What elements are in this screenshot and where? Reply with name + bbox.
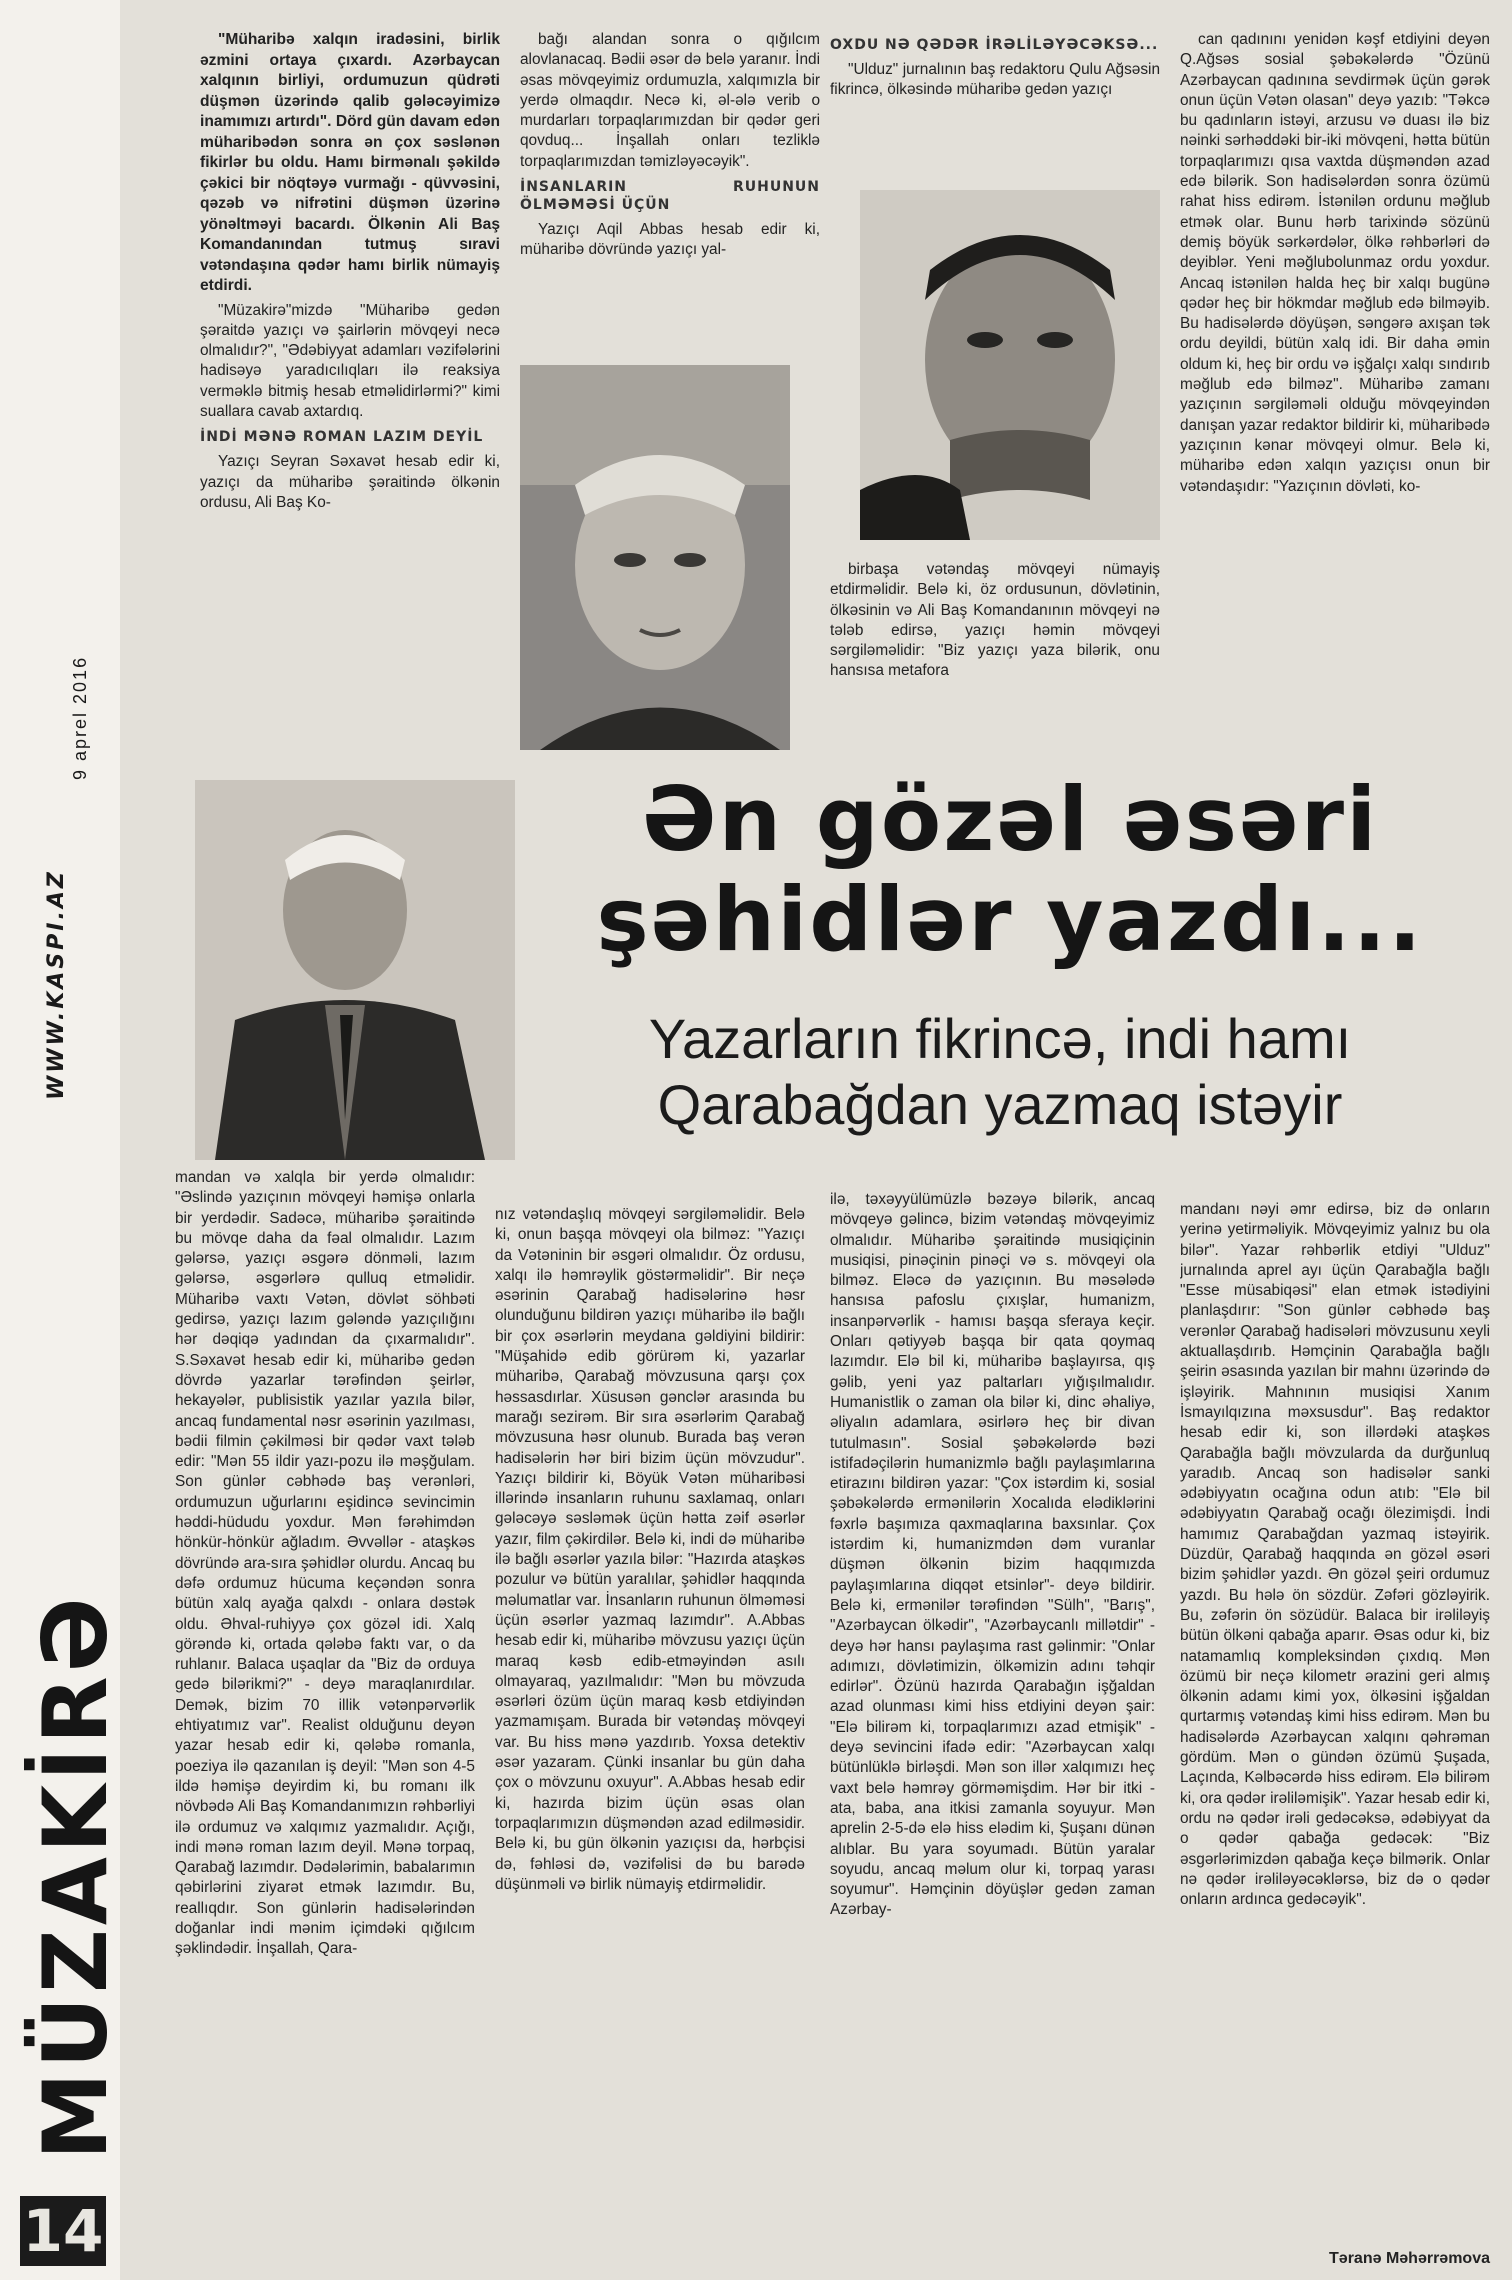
headline: Ən gözəl əsəri şəhidlər yazdı...: [596, 768, 1424, 971]
column-low-1: [175, 1168, 475, 2248]
column-low-3: [830, 1190, 1155, 2270]
page-number: 14: [20, 2196, 106, 2266]
paragraph-low-1: mandan və xalqla bir yerdə olmalıdır: "Əslində yazıçının mövqeyi həmişə onlarla bir yerdədir. Sadəcə, müharibə şəraitində bu mövqe daha da fəal olmalıdır. Lazım gələrsə, yazıçı əsgərə dönməli, lazım gələrsə, əsgərlərə qulluq etməlidir. Müharibə vaxtı Vətən, dövlət söhbəti gedirsə, yazıçı lazım gələndə yazıçılığını hər dəqiqə yadından da çıxarmalıdır". S.Səxavət hesab edir ki, müharibə gedən dövrdə yazarlar tərəfindən şeirlər, hekayələr, publisistik yazılar yazıla bilər, ancaq fundamental nəsr əsərinin yazılması, bədii filmin çəkilməsi bir qədər vaxt tələb edir: "Mən 55 ildir yazı-pozu ilə məşğulam. Son günlər cəbhədə baş verənləri, ordumuzun uğurlarını eşidincə sevincimin həddi-hüdudu yoxdur. Mən fərəhimdən hönkür-hönkür ağladım. Əvvəllər - ataşkəs dövründə ara-sıra şəhidlər olurdu. Ancaq bu dəfə ordumuz hücuma keçəndən sonra bütün xalq ayağa qalxdı - onlara dəstək oldu. Əhval-ruhiyyə çox gözəl idi. Xalq görəndə ki, ortada qələbə faktı var, o da ruhlanır. Balaca uşaqlar da "Biz də orduya gedə bilərikmi?" - deyə maraqlanırdılar. Demək, bizim 70 illik vətənpərvərlik ehtiyatımız var". Realist olduğunu deyən yazar hesab edir ki, qələbə romanla, poeziya ilə qazanılan iş deyil: "Mən son 4-5 ildə həmişə deyirdim ki, bu romanı ilk növbədə Ali Baş Komandanımızın rəhbərliyi ilə ordumuz və xalqımız yazmalıdır. Açığı, indi mənə roman lazım deyil. Mənə torpaq, Qarabağ lazımdır. Dədələrimin, babalarımın qəbirlərini ziyarət etmək lazımdır. Bu, reallıqdır. Son günlərin hadisələrindən doğanlar indi mənim içimdəki qığılcım şəklindədir. İnşallah, Qara-: [175, 1169, 475, 1958]
paragraph-col2-top: bağı alandan sonra o qığılcım alovlanacaq. Bədii əsər də belə yaranır. İndi əsas mövqeyimiz ordumuzla, xalqımızla bir yerdə olmaqdır. Necə ki, əl-ələ verib o murdarları torpaqlarımızdan bir qədər geri qovduq... İnşallah onları tezliklə torpaqlarımızdan təmizləyəcəyik".: [520, 31, 820, 170]
column-top-1: [200, 30, 500, 750]
section-title: MÜZAKİRƏ: [24, 1593, 127, 2160]
subhead-roman: İNDİ MƏNƏ ROMAN LAZIM DEYİL: [200, 429, 484, 446]
issue-date: 9 aprel 2016: [70, 655, 90, 780]
column-top-3b: [830, 560, 1160, 745]
portrait-image: [520, 365, 790, 750]
paragraph-low-4: mandanı nəyi əmr edirsə, biz də onların yerinə yetirməliyik. Mövqeyimiz yalnız bu ola bilər". Yazar rəhbərlik etdiyi "Ulduz" jurnalında aprel ayı üçün Qarabağla bağlı "Esse müsabiqəsi" elan etmək istədiyini planlaşdırır: "Son günlər cəbhədə baş verənlər Qarabağ hadisələri mövzusunu xeyli aktuallaşdırıb. Həmçinin Qarabağla bağlı şeirin əsasında yazılan bir mahnı üzərində də işləyirik. Mahnının musiqisi Xanım İsmayılqızına məxsusdur". Baş redaktor hesab edir ki, son illərdəki ataşkəs Qarabağla bağlı mövzularda da durğunluq yaradıb. Ancaq son hadisələr sanki ədəbiyyatın ocağına odun atıb: "Elə bil ədəbiyyatın Qarabağ ocağı ölezimişdi. İndi hamımız Qarabağdan yazmaq istəyirik. Düzdür, Qarabağ haqqında ən gözəl əsəri bizim şəhidlər yazdı. Ən gözəl şeiri ordumuz yazdı. Bu hələ ön sözdür. Zəfəri gözləyirik. Bu, zəfərin ön sözüdür. Balaca bir irəliləyiş bütün ölkəni qabağa aparır. Əsas odur ki, biz natamamlıq kompleksindən çıxdıq. Mən özümü bir neçə kilometr ərazini geri almış ölkənin adamı kimi yox, ölkəsini işğaldan qurtarmış vətəndaş kimi hiss edirəm. Mən bu hadisələrdə Azərbaycan xalqını qəhrəman gördüm. Mən o gündən özümü Şuşada, Laçında, Kəlbəcərdə hiss edirəm. Elə bilirəm ki, ora qədər irəliləmişik". Yazar hesab edir ki, ordu nə qədər irəli gedəcəksə, ədəbiyyat da o qədər qabağa gedəcək: "Biz əsgərlərimizdən qabağa keçə bilmərik. Onlar nə qədər irəliləyəcəklərsə, biz də o qədər onların ardınca gedəcəyik".: [1180, 1201, 1490, 1909]
paragraph-low-3: ilə, təxəyyülümüzlə bəzəyə bilərik, ancaq mövqeyə gəlincə, bizim vətəndaş mövqeyimiz olmalıdır. Müharibə şəraitində musiqiçinin musiqisi, pinəçinin pinəçi və s. mövqeyi ola bilməz. Eləcə də yazıçının. Bu məsələdə hansısa pafoslu çıxışlar, humanizm, insanpərvərlik - hamısı başqa sferaya keçir. Onları qətiyyəb başqa bir qata qoymaq lazımdır. Elə bil ki, müharibə başlayırsa, qış gəlib, yeni yaz paltarları yığışılmalıdır. Humanistlik o zaman ola bilər ki, dinc əhaliyə, əliyalın adamlara, əsirlərə heç bir divan tutulmasın". Sosial şəbəkələrdə bəzi istifadəçilərin humanizmlə bağlı paylaşımlarına etirazını bildirən yazar: "Çox istərdim ki, sosial şəbəkələrdə ermənilərin Xocalıda elədiklərini fəxrlə başımıza qaxmaqlarına baxsınlar. Çox istərdim ki, humanizmdən dəm vuranlar düşmən ölkənin bizim haqqımızda paylaşımlarına diqqət etsinlər"- deyə bildirir. Belə ki, ermənilər tərəfindən "Sülh", "Barış", "Azərbaycan ölkədir", "Azərbaycanlı millətdir" - deyə hər hansı paylaşıma rast gəlinmir: "Onlar adımızı, dövlətimizin, ölkəmizin adını təhqir edirlər". Özünü hazırda Qarabağın işğaldan azad olunması kimi hiss etdiyini deyən şair: "Elə bilirəm ki, torpaqlarımızı azad etmişik" - deyə sevincini ifadə edir: "Azərbaycan xalqı bütünlüklə birləşdi. Mən son illər xalqımızı heç vaxt belə həmrəy görməmişdim. Hər bir itki - ata, baba, ana itkisi zamanla soyuyur. Mən aprelin 2-5-də elə hiss elədim ki, Şuşanı dünən alıblar. Bu yara soyumadı. Bütün yaralar soyudu, ancaq məlum olur ki, torpaq yarası soyumur". Həmçinin döyüşlər gedən zaman Azərbay-: [830, 1191, 1155, 1919]
paragraph-col3-mid: birbaşa vətəndaş mövqeyi nümayiş etdirməlidir. Belə ki, öz ordusunun, dövlətinin, ölkəsinin və Ali Baş Komandanının mövqeyi nə tələb edirsə, yazıçı həmin mövqeyi sərgiləməlidir: "Biz yazıçı yaza bilərik, onu hansısa metafora: [830, 561, 1160, 680]
photo-aqil-abbas: [520, 365, 790, 750]
column-low-2: [495, 1205, 805, 2245]
subhead-irelileyecekse: OXDU NƏ QƏDƏR İRƏLİLƏYƏCƏKSƏ...: [830, 37, 1159, 53]
column-top-2: [520, 30, 820, 370]
portrait-image: [195, 780, 515, 1160]
paragraph-col4-top: can qadınını yenidən kəşf etdiyini deyən Q.Ağsəs sosial şəbəkələrdə "Özünü Azərbaycan qadınına sevdirmək üçün gərək onun üçün Vətən olasan" deyə yazıb: "Təkcə bu qadınların istəyi, arzusu və duası ilə biz nəinki sərhəddəki bir-iki mövqeni, hətta bütün torpaqlarımızı qısa vaxtda düşməndən azad edə bilərik. Son hadisələrdən sonra özümü rahat hiss edirəm. İstənilən ordunu məğlub etmək olar. Bunu hərb tarixində sözünü demiş böyük sərkərdələr, ölkə rəhbərləri də deyiblər. Yeni məğlubolunmaz ordu yoxdur. Ancaq istənilən halda heç bir xalqı bugünə qədər heç bir hökmdar məğlub edə bilməyib. Bu hadisələrdə döyüşən, səngərə axışan tək ordu deyildi, bütün xalq idi. Bir daha əmin oldum ki, heç bir ordu və işğalçı xalqı sındırıb məğlub edə bilməz". Müharibə zamanı yazıçının sərgiləməli olduğu mövqeyindən danışan yazar redaktor bildirir ki, müharibədə yazıçının kənar mövqeyi olmur. Belə ki, müharibə edən xalqın yazıçısı onun bir vətəndaşıdır: "Yazıçının dövləti, ko-: [1180, 31, 1490, 495]
portrait-image: [860, 190, 1160, 540]
photo-qulu-agses: [860, 190, 1160, 540]
photo-seyran-sexavet: [195, 780, 515, 1160]
paragraph-qulu-intro: "Ulduz" jurnalının baş redaktoru Qulu Ağsəsin fikrincə, ölkəsində müharibə gedən yazıçı: [830, 61, 1160, 99]
author-byline: Təranə Məhərrəmova: [1329, 2250, 1490, 2267]
site-url: WWW.KASPI.AZ: [44, 869, 69, 1100]
paragraph-low-2: nız vətəndaşlıq mövqeyi sərgiləməlidir. Belə ki, onun başqa mövqeyi ola bilməz: "Yazıçı da Vətəninin bir əsgəri olmalıdır. Öz ordusu, xalqı ilə həmrəylik göstərməlidir". Bir neçə əsərinin Qarabağ hadisələrinə həsr olunduğunu bildirən yazıçı müharibə ilə bağlı bir çox əsərlərin meydana gəldiyini bildirir: "Müşahidə edib görürəm ki, yazarlar müharibə, Qarabağ mövzusuna qarşı çox həssasdırlar. Xüsusən gənclər arasında bu marağı sezirəm. Bir sıra əsərlərim Qarabağ mövzusuna həsr olunub. Burada baş verən hadisələrin hər biri bizim üçün mövzudur". Yazıçı bildirir ki, Böyük Vətən müharibəsi illərində insanların ruhunu saxlamaq, onları gələcəyə səsləmək üçün hətta zəif əsərlər yazır, film çəkirdilər. Belə ki, indi də müharibə ilə bağlı əsərlər yazıla bilər: "Hazırda ataşkəs pozulur və bütün yaralılar, şəhidlər haqqında məlumatlar var. İnsanların ruhunun ölməməsi üçün əsərlər yazmaq lazımdır". A.Abbas hesab edir ki, müharibə mövzusu yazıçı üçün maraq kəsb edib-etməyindən asılı olmayaraq, yazılmalıdır: "Mən bu mövzuda əsərləri özüm üçün maraq kəsb etdiyindən yazmamışam. Burada bir vətəndaş mövqeyi var. Bu hiss mənə yazdırıb. Yoxsa detektiv əsər yazaram. Çünki insanlar bu gün daha çox o mövzunu oxuyur". A.Abbas hesab edir ki, hazırda bizim üçün əsas olan torpaqlarımızın düşməndən azad edilməsidir. Belə ki, bu gün ölkənin yazıçısı da, hərbçisi də, fəhləsi də, vəzifəlisi də bu barədə düşünməli və birlik nümayiş etdirməlidir.: [495, 1206, 805, 1893]
column-low-4: [1180, 1200, 1490, 2240]
column-top-4: [1180, 30, 1490, 745]
subheadline: Yazarların fikrincə, indi hamı Qarabağdan yazmaq istəyir: [648, 1007, 1352, 1136]
paragraph-seyran-intro: Yazıçı Seyran Səxavət hesab edir ki, yazıçı da müharibə şəraitində ölkənin ordusu, Ali Baş Ko-: [200, 453, 500, 511]
intro-paragraph: "Müzakirə"mizdə "Müharibə gedən şəraitdə yazıçı və şairlərin mövqeyi necə olmalıdır?", "Ədəbiyyat adamları vəzifələrini hadisəyə yaradıcılıqları ilə reaksiya verməklə bitmiş hesab etməlidirlərmi?" kimi suallara cavab axtardıq.: [200, 301, 500, 420]
lead-paragraph: "Müharibə xalqın iradəsini, birlik əzmini ortaya çıxardı. Azərbaycan xalqının birliyi, ordumuzun qüdrəti düşmən üzərində qalib gələcəyimizə inamımızı artırdı". Dörd gün davam edən müharibədən sonra ən çox səslənən fikirlər bu oldu. Hamı birmənalı şəkildə çəkici bir nöqtəyə vurmağı - qüvvəsini, qəzəb və nifrətini düşmən üzərinə yönəltməyi bacardı. Ölkənin Ali Baş Komandanından tutmuş sıravi vətəndaşına qədər hamı birlik nümayiş etdirdi.: [200, 31, 500, 294]
subhead-ruh: İNSANLARIN RUHUNUN ÖLMƏMƏSİ ÜÇÜN: [520, 179, 820, 214]
paragraph-aqil-intro: Yazıçı Aqil Abbas hesab edir ki, müharibə dövründə yazıçı yal-: [520, 221, 820, 259]
